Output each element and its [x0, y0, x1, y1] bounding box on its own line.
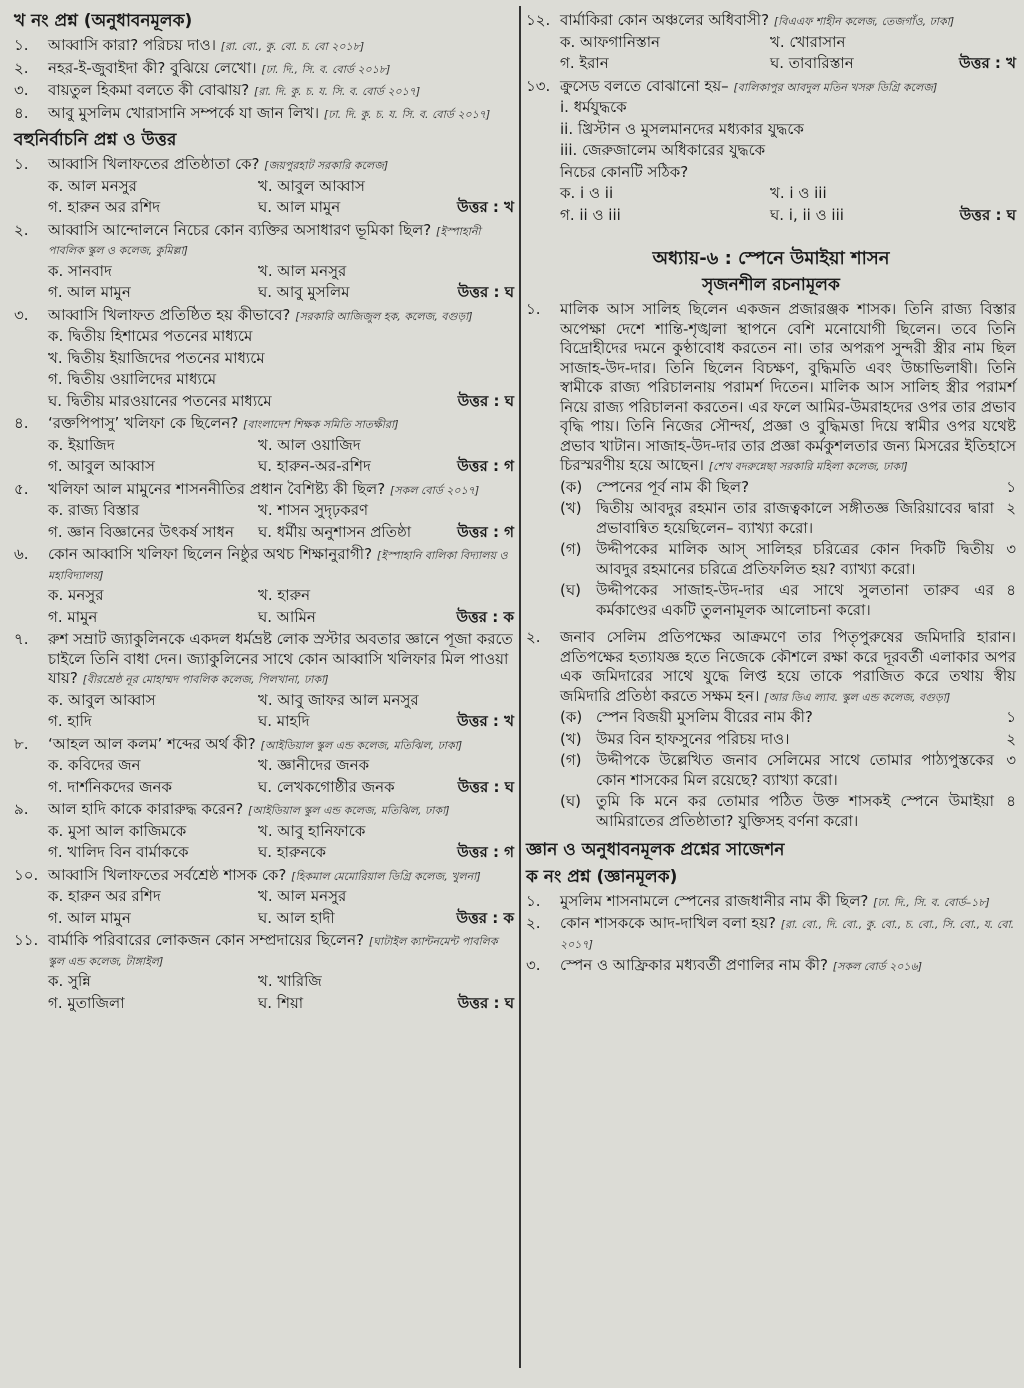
sub-question [560, 540, 1016, 579]
question-stem: আবু মুসলিম খোরাসানি সম্পর্কে যা জান লিখ। [48, 103, 320, 122]
short-question [14, 104, 514, 124]
option-ka: ক. কবিদের জন [48, 756, 141, 775]
sub-question [560, 751, 1016, 790]
option-row [48, 523, 514, 543]
answer-key: উত্তর : ঘ [457, 283, 514, 302]
short-question [14, 36, 514, 56]
question-number: ৯. [14, 800, 29, 819]
question-text [48, 36, 514, 56]
option-ka: ক. দ্বিতীয় হিশামের পতনের মাধ্যমে [48, 327, 253, 346]
option-ka: ক. আফগানিস্তান [560, 32, 661, 51]
option-kha: খ. আল ওয়াজিদ [258, 435, 361, 454]
ka-question-list [526, 892, 1016, 976]
question-text [48, 931, 514, 970]
marks: ১ [1006, 477, 1016, 496]
stimulus-text [560, 628, 1016, 706]
sub-question [560, 708, 1016, 728]
source-citation: [আর ডিএ ল্যাব. স্কুল এন্ড কলেজ, বগুড়া] [764, 690, 951, 704]
option-gha: ঘ. দ্বিতীয় মারওয়ানের পতনের মাধ্যমে [48, 391, 272, 410]
question-text [48, 866, 514, 886]
question-text [560, 956, 1016, 976]
question-stem: মুসলিম শাসনামলে স্পেনের রাজধানীর নাম কী ছিল? [560, 891, 869, 910]
short-question [14, 81, 514, 101]
option-ga: গ. হারুন অর রশিদ [48, 198, 161, 217]
mcq-item [14, 221, 514, 303]
question-number: ১০. [14, 865, 39, 884]
source-citation: [সরকারি আজিজুল হক, কলেজ, বগুড়া] [295, 309, 473, 323]
option-row [560, 54, 1016, 74]
sub-question-label: (খ) [560, 729, 582, 748]
sub-question-label: (ক) [560, 708, 583, 727]
source-citation: [ঘাটাইল ক্যান্টনমেন্ট পাবলিক স্কুল এন্ড কলেজ, টাঙ্গাইল] [48, 935, 498, 968]
mcq-list-continued [526, 11, 1016, 74]
sub-question-text: উদ্দীপকে উল্লেখিত জনাব সেলিমের সাথে তোমার পাঠ্যপুস্তকের কোন শাসকের মিল রয়েছে? ব্যাখ্যা করো। [596, 751, 994, 789]
option-row [48, 822, 514, 842]
creative-heading: সৃজনশীল রচনামূলক [702, 275, 840, 296]
left-column [14, 8, 514, 1388]
option-ga: গ. দ্বিতীয় ওয়ালিদের মাধ্যমে [48, 370, 217, 389]
sub-question-label: (গ) [560, 540, 582, 559]
option-gha: ঘ. তাবারিস্তান [770, 54, 854, 72]
option-kha: খ. i ও iii [770, 184, 827, 202]
option-row [48, 994, 514, 1014]
option-row [48, 887, 514, 907]
source-citation: [বিএএফ শাহীন কলেজ, তেজগাঁও, ঢাকা] [773, 15, 955, 28]
answer-key: উত্তর : ঘ [457, 391, 514, 410]
option-gha: ঘ. আমিন [258, 607, 316, 626]
sub-question [560, 730, 1016, 750]
option-row [48, 608, 514, 628]
question-stem: নহর-ই-জুবাইদা কী? বুঝিয়ে লেখো। [48, 58, 257, 77]
option-gha: ঘ. শিয়া [258, 993, 304, 1012]
question-text [560, 11, 1016, 31]
option-ga: গ. আল মামুন [48, 908, 131, 927]
source-citation: [ইস্পাহানী পাবলিক স্কুল ও কলেজ, কুমিল্লা] [48, 224, 481, 258]
sub-question-text: দ্বিতীয় আবদুর রহমান তার রাজত্বকালে সঙ্গীতজ্ঞ জিরিয়াবের দ্বারা প্রভাবান্বিত হয়েছিলেন– ব্যাখ্যা করো। [596, 499, 994, 537]
suggestion-heading: জ্ঞান ও অনুধাবনমূলক প্রশ্নের সাজেশন [526, 840, 785, 861]
option-kha: খ. আবুল আব্বাস [258, 176, 365, 195]
question-text [560, 914, 1016, 953]
option-ga: গ. ii ও iii [560, 205, 621, 224]
option-gha: ঘ. হারুন-অর-রশিদ [258, 457, 371, 476]
question-number: ২. [14, 220, 29, 239]
question-number: ১. [14, 155, 29, 174]
question-text [48, 630, 514, 689]
option-kha: খ. আল মনসুর [258, 887, 347, 906]
stimulus-text [560, 300, 1016, 476]
option-ka: ক. সুন্নি [48, 972, 91, 991]
marks: ৪ [1006, 792, 1016, 811]
stimulus [526, 300, 1016, 476]
option-row [48, 843, 514, 863]
stimulus-body: জনাব সেলিম প্রতিপক্ষের আক্রমণে তার পিতৃপুরুষের জমিদারি হারান। প্রতিপক্ষের হত্যাযজ্ঞ হতে নিজেকে কৌশলে রক্ষা করে দূরবর্তী এলাকার অপর এক জমিদারের সাথে যুদ্ধে লিপ্ত হয়ে তাকে পরাজিত করে তথায় স্বীয় জমিদারি প্রতিষ্ঠা করতে সক্ষম হন। [560, 628, 1016, 705]
option-ka: ক. আল মনসুর [48, 176, 137, 195]
sub-question-text: তুমি কি মনে কর তোমার পঠিত উক্ত শাসকই স্পেনে উমাইয়া আমিরাতের প্রতিষ্ঠাতা? যুক্তিসহ বর্ণনা করো। [596, 792, 994, 830]
question-stem: আব্বাসি কারা? পরিচয় দাও। [48, 36, 217, 55]
option-gha: ঘ. আল হাদী [258, 908, 335, 927]
question-text [48, 221, 514, 260]
question-number: ৪. [14, 414, 29, 433]
sub-question [560, 478, 1016, 498]
sub-question-label: (ঘ) [560, 792, 581, 811]
option-kha: খ. জ্ঞানীদের জনক [258, 756, 370, 775]
source-citation: [বালিকাপুর আবদুল মতিন খসরু ডিগ্রি কলেজ] [733, 80, 938, 94]
option-kha: খ. হারুন [258, 586, 311, 605]
mcq-item [14, 545, 514, 627]
option-row [560, 184, 1016, 204]
question [14, 545, 514, 584]
option-ga: গ. দার্শনিকদের জনক [48, 777, 173, 796]
option-gha: ঘ. i, ii ও iii [770, 205, 844, 224]
option-kha: খ. আবু জাফর আল মনসুর [258, 690, 419, 709]
option-row [48, 501, 514, 521]
option-row [560, 33, 1016, 53]
option-row [48, 586, 514, 606]
sub-question-label: (খ) [560, 499, 582, 518]
question [14, 931, 514, 970]
question [14, 306, 514, 326]
question-stem: আব্বাসি আন্দোলনে নিচের কোন ব্যক্তির অসাধারণ ভূমিকা ছিল? [48, 220, 432, 239]
option-ka: ক. সানবাদ [48, 261, 112, 280]
answer-key: উত্তর : ঘ [959, 205, 1016, 224]
sub-question [560, 792, 1016, 831]
kha-question-list [14, 36, 514, 123]
mcq-item [14, 931, 514, 1013]
sub-question-text: উদ্দীপকের মালিক আস্ সালিহর চরিত্রের কোন দিকটি দ্বিতীয় আবদুর রহমানের চরিত্রে প্রতিফলিত হয়? ব্যাখ্যা করো। [596, 540, 994, 578]
option-kha: খ. খোরাসান [770, 32, 846, 51]
sub-question-text: উমর বিন হাফসুনের পরিচয় দাও। [596, 729, 790, 748]
source-citation: [রা. দি. কু. চ. য. সি. ব. বোর্ড ২০১৭] [254, 85, 421, 99]
option-ga: গ. আবুল আব্বাস [48, 457, 155, 476]
answer-key: উত্তর : ক [456, 607, 514, 626]
source-citation: [বাংলাদেশ শিক্ষক সমিতি সাতক্ষীরা] [243, 418, 399, 432]
marks: ৪ [1006, 581, 1016, 600]
question-stem: রুশ সম্রাট জ্যাকুলিনকে একদল ধর্মভ্রষ্ট লোক স্রস্টার অবতার জ্ঞানে পূজা করতে চাইলে তিনি বাধা দেন। জ্যাকুলিনের সাথে কোন আব্বাসি খলিফার মিল পাওয়া যায়? [48, 630, 513, 688]
mcq-item [14, 630, 514, 732]
option-gha: ঘ. আল মামুন [258, 198, 341, 217]
option-row [48, 972, 514, 992]
source-citation: [বীরশ্রেষ্ঠ নূর মোহাম্মদ পাবলিক কলেজ, পিলখানা, ঢাকা] [82, 673, 329, 687]
option-row [48, 909, 514, 929]
option-ga: গ. আল মামুন [48, 283, 131, 302]
question-number: ১. [526, 300, 541, 319]
question-text [48, 104, 514, 124]
question-text [48, 480, 514, 500]
option-gha: ঘ. আবু মুসলিম [258, 283, 350, 302]
question-number: ২. [526, 914, 541, 933]
option-ga: গ. জ্ঞান বিজ্ঞানের উৎকর্ষ সাধন [48, 522, 234, 541]
source-citation: [সকল বোর্ড ২০১৬] [832, 960, 922, 974]
answer-key: উত্তর : ক [456, 908, 514, 927]
creative-question [526, 300, 1016, 620]
option-row [48, 457, 514, 477]
answer-key: উত্তর : গ [457, 522, 514, 541]
short-question [14, 59, 514, 79]
question-number: ১. [526, 891, 541, 910]
mcq-item [14, 800, 514, 863]
question [14, 480, 514, 500]
question-text [560, 77, 1016, 97]
mcq-item [14, 735, 514, 798]
stimulus-body: মালিক আস সালিহ ছিলেন একজন প্রজারঞ্জক শাসক। তিনি রাজ্য বিস্তার অপেক্ষা দেশে শান্তি-শৃঙ্খলা স্থাপনে বেশি মনোযোগী ছিলেন। তবে তিনি বিদ্রোহীদের দমনে কুণ্ঠাবোধ করতেন না। তার অপরূপ সুন্দরী স্ত্রীর নাম ছিল সাজাহ-উদ-দার। তিনি ছিলেন বিচক্ষণ, বুদ্ধিমতি এবং উচ্চাভিলাষী। তিনি স্বামীকে রাজ্য পরিচালনায় পরামর্শ দিতেন। মালিক আস সালিহ স্ত্রীর পরামর্শ নিয়ে রাজ্য পরিচালনা করতেন। এর ফলে আমির-উমরাহদের ওপর তার প্রভাব বৃদ্ধি পায়। তিনি নিজের সৌন্দর্য, প্রজ্ঞা ও বুদ্ধিমত্তা দিয়ে স্বামীর ওপর যথেষ্ট প্রভাব খাটান। সাজাহ-উদ-দার তার প্রজ্ঞা কর্মকুশলতার জন্য মিসরের ইতিহাসে চিরস্মরণীয় হয়ে আছেন। [560, 300, 1016, 475]
option-ka: ক. রাজ্য বিস্তার [48, 501, 140, 520]
question-text [48, 414, 514, 434]
option-ga: গ. ইরান [560, 54, 609, 72]
question-number: ১১. [14, 931, 39, 950]
option-ka: ক. মনসুর [48, 586, 104, 605]
option-row [48, 283, 514, 303]
source-citation: [ঢা. দি. কু. চ. য. সি. ব. বোর্ড ২০১৭] [323, 107, 491, 121]
question-stem: আব্বাসি খিলাফতের সর্বশ্রেষ্ঠ শাসক কে? [48, 865, 287, 884]
statement-prompt: নিচের কোনটি সঠিক? [560, 162, 689, 181]
answer-key: উত্তর : খ [959, 54, 1016, 72]
question-text [48, 735, 514, 755]
statement-list [526, 98, 1016, 161]
option-ga: গ. হাদি [48, 712, 92, 731]
answer-key: উত্তর : খ [457, 198, 514, 217]
option-kha: খ. আবু হানিফাকে [258, 821, 366, 840]
question-stem: কোন শাসককে আদ-দাখিল বলা হয়? [560, 914, 776, 933]
sub-question-label: (ঘ) [560, 581, 581, 600]
question-number: ৫. [14, 479, 29, 498]
option-gha: ঘ. লেখকগোষ্ঠীর জনক [258, 777, 395, 796]
sub-question-label: (গ) [560, 751, 582, 770]
marks: ১ [1006, 708, 1016, 727]
question-number: ৬. [14, 545, 29, 564]
question-text [48, 81, 514, 101]
short-question [526, 914, 1016, 953]
question-number: ২. [14, 58, 29, 77]
sub-question-text: উদ্দীপকের সাজাহ-উদ-দার এর সাথে সুলতানা তারুব এর কর্মকাণ্ডের একটি তুলনামূলক আলোচনা করো। [596, 581, 994, 619]
question-stem: বার্মাকি পরিবারের লোকজন কোন সম্প্রদায়ের ছিলেন? [48, 931, 365, 950]
sub-question [560, 499, 1016, 538]
option-gha: ঘ. হারুনকে [258, 843, 327, 862]
option-kha: খ. আল মনসুর [258, 261, 347, 280]
answer-key: উত্তর : ঘ [457, 777, 514, 796]
option-row [48, 436, 514, 456]
option-gha: ঘ. মাহদি [258, 712, 310, 731]
option-ka: ক. মুসা আল কাজিমকে [48, 821, 187, 840]
option-kha: খ. শাসন সুদৃঢ়করণ [258, 501, 369, 520]
mcq-item [14, 155, 514, 218]
question-number: ১. [14, 36, 29, 55]
source-citation: [ঢা. দি., সি. ব. বোর্ড ২০১৮] [261, 62, 391, 76]
right-column [526, 8, 1016, 1388]
creative-question [526, 628, 1016, 831]
sub-question [560, 581, 1016, 620]
statement-item: ii. খ্রিস্টান ও মুসলমানদের মধ্যকার যুদ্ধকে [560, 119, 804, 138]
option-row [48, 177, 514, 197]
source-citation: [ইস্পাহানি বালিকা বিদ্যালয় ও মহাবিদ্যালয়] [48, 549, 508, 582]
question-stem: ‘আহল আল কলম’ শব্দের অর্থ কী? [48, 734, 256, 753]
question [14, 735, 514, 755]
source-citation: [আইডিয়াল স্কুল এন্ড কলেজ, মতিঝিল, ঢাকা] [260, 738, 463, 752]
marks: ২ [1006, 729, 1016, 748]
question-text [48, 800, 514, 820]
question-stem: আব্বাসি খিলাফত প্রতিষ্ঠিত হয় কীভাবে? [48, 305, 291, 324]
question-text [48, 59, 514, 79]
column-divider [519, 6, 521, 1368]
question-text [48, 155, 514, 175]
marks: ৩ [1006, 751, 1016, 770]
question-number: ৮. [14, 734, 29, 753]
marks: ২ [1006, 499, 1016, 518]
question-stem: আব্বাসি খিলাফতের প্রতিষ্ঠাতা কে? [48, 155, 260, 174]
stimulus [526, 628, 1016, 706]
question-text [48, 545, 514, 584]
question-number: ৩. [14, 305, 29, 324]
answer-key: উত্তর : খ [457, 712, 514, 731]
question [526, 11, 1016, 31]
mcq-item [14, 306, 514, 412]
question-number: ৩. [526, 956, 541, 975]
mcq-heading: বহুনির্বাচনি প্রশ্ন ও উত্তর [14, 130, 177, 151]
option-ka: ক. আবুল আব্বাস [48, 690, 156, 709]
option-row [560, 206, 1016, 226]
question [14, 155, 514, 175]
question [14, 866, 514, 886]
question-stem: খলিফা আল মামুনের শাসননীতির প্রধান বৈশিষ্ট্য কী ছিল? [48, 479, 386, 498]
question [14, 414, 514, 434]
option-ga: গ. মুতাজিলা [48, 993, 125, 1012]
short-question [526, 892, 1016, 912]
question-stem: ‘রক্তপিপাসু’ খলিফা কে ছিলেন? [48, 414, 239, 433]
option-gha: ঘ. ধর্মীয় অনুশাসন প্রতিষ্ঠা [258, 522, 412, 541]
source-citation: [শেখ বদরুন্নেছা সরকারি মহিলা কলেজ, ঢাকা] [708, 460, 908, 474]
sub-question-text: স্পেনের পূর্ব নাম কী ছিল? [596, 477, 750, 496]
option-row [48, 198, 514, 218]
answer-key: উত্তর : গ [457, 843, 514, 862]
option-kha: খ. দ্বিতীয় ইয়াজিদের পতনের মাধ্যমে [48, 348, 265, 367]
question-stem: বায়তুল হিকমা বলতে কী বোঝায়? [48, 81, 250, 100]
kha-heading: খ নং প্রশ্ন (অনুধাবনমূলক) [14, 11, 193, 31]
question-stem: কোন আব্বাসি খলিফা ছিলেন নিষ্ঠুর অথচ শিক্ষানুরাগী? [48, 545, 373, 564]
option-ga: গ. মামুন [48, 607, 98, 626]
option-ka: ক. i ও ii [560, 184, 614, 202]
mcq-item [526, 11, 1016, 74]
question-text [560, 892, 1016, 912]
mcq-13 [526, 77, 1016, 226]
source-citation: [আইডিয়াল স্কুল এন্ড কলেজ, মতিঝিল, ঢাকা] [247, 804, 450, 818]
mcq-list [14, 155, 514, 1013]
question-stem: স্পেন ও আফ্রিকার মধ্যবর্তী প্রণালির নাম কী? [560, 956, 829, 975]
option-kha: খ. খারিজি [258, 972, 322, 991]
source-citation: [রা. বো., কু. বো. চ. বো ২০১৮] [220, 40, 365, 54]
question-number: ২. [526, 628, 541, 647]
question-number: ১২. [526, 11, 551, 29]
option-row [48, 262, 514, 282]
source-citation: [ঢা. দি., সি. ব. বোর্ড–১৮] [873, 895, 990, 909]
answer-key: উত্তর : গ [457, 457, 514, 476]
option-row [48, 778, 514, 798]
question [14, 800, 514, 820]
option-ga: গ. খালিদ বিন বার্মাককে [48, 843, 189, 862]
question-stem: বার্মাকিরা কোন অঞ্চলের অধিবাসী? [560, 11, 770, 29]
statement-item: iii. জেরুজালেম অধিকারের যুদ্ধকে [560, 141, 766, 159]
question-stem: আল হাদি কাকে কারারুদ্ধ করেন? [48, 800, 244, 819]
mcq-item [14, 414, 514, 477]
sub-question-label: (ক) [560, 477, 583, 496]
question-stem: ক্রুসেড বলতে বোঝানো হয়– [560, 76, 729, 95]
answer-key: উত্তর : ঘ [457, 993, 514, 1012]
option-row [48, 756, 514, 776]
statement-item: i. ধর্মযুদ্ধকে [560, 98, 627, 116]
question-number: ৭. [14, 630, 29, 649]
source-citation: [জয়পুরহাট সরকারি কলেজ] [264, 159, 389, 173]
question-number: ৪. [14, 103, 29, 122]
question [14, 630, 514, 689]
question [14, 221, 514, 260]
question-number: ৩. [14, 81, 29, 100]
option-row [48, 392, 514, 412]
source-citation: [হিকমাল মেমোরিয়াল ডিগ্রি কলেজ, খুলনা] [291, 869, 481, 883]
option-row [48, 691, 514, 711]
question-text [48, 306, 514, 326]
ka-heading: ক নং প্রশ্ন (জ্ঞানমূলক) [526, 866, 678, 887]
source-citation: [রা. বো., দি. বো., কু. বো., চ. বো., সি. বো., য. বো. ২০১৭] [560, 918, 1015, 951]
mcq-item [14, 866, 514, 929]
chapter-title: অধ্যায়-৬ : স্পেনে উমাইয়া শাসন [652, 248, 890, 269]
question [526, 77, 1016, 97]
creative-question-list [526, 300, 1016, 831]
option-row [48, 712, 514, 732]
mcq-item [14, 480, 514, 543]
option-ka: ক. ইয়াজিদ [48, 435, 115, 454]
question-number: ১৩. [526, 76, 551, 95]
marks: ৩ [1006, 540, 1016, 559]
source-citation: [সকল বোর্ড ২০১৭] [389, 483, 480, 497]
sub-question-text: স্পেন বিজয়ী মুসলিম বীরের নাম কী? [596, 708, 813, 727]
option-ka: ক. হারুন অর রশিদ [48, 887, 161, 906]
short-question [526, 956, 1016, 976]
